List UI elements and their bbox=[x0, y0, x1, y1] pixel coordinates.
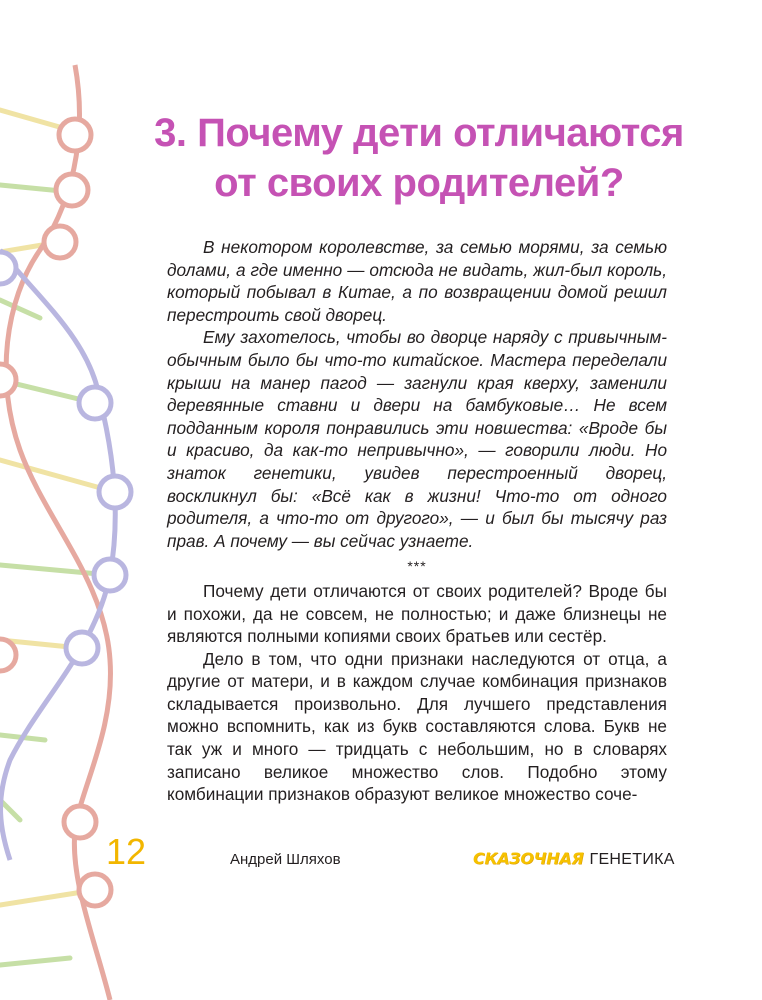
chapter-title-line-2: от своих родителей? bbox=[214, 161, 624, 205]
chapter-title bbox=[150, 108, 688, 208]
helix-node bbox=[56, 174, 88, 206]
helix-node bbox=[59, 119, 91, 151]
body-paragraph-1: Почему дети отличаются от своих родителей? Вроде бы и похожи, да не совсем, не полностью; и даже близнецы не являются полными копиями своих братьев или сестёр. bbox=[167, 580, 667, 647]
helix-node bbox=[66, 632, 98, 664]
series-brand: СКАЗОЧНАЯ bbox=[473, 849, 584, 868]
helix-node bbox=[64, 806, 96, 838]
helix-rung bbox=[0, 300, 40, 318]
helix-node bbox=[79, 874, 111, 906]
helix-node bbox=[0, 252, 16, 284]
helix-node bbox=[94, 559, 126, 591]
body-text bbox=[167, 236, 667, 806]
chapter-title-line-1: 3. Почему дети отличаются bbox=[154, 111, 684, 155]
helix-node bbox=[0, 639, 16, 671]
author-name: Андрей Шляхов bbox=[230, 851, 341, 868]
intro-paragraph-2: Ему захотелось, чтобы во дворце наряду с привычным-обычным было бы что-то китайское. Мастера переделали крыши на манер пагод — загнули края кверху, заменили деревянные ставни и двери на бамбуковые… Не всем подданным короля понравились эти новшества: «Вроде бы и красиво, да как-то непривычно», — говорили люди. Но знаток генетики, увидев перестроенный дворец, воскликнул бы: «Всё как в жизни! Что-то от одного родителя, а что-то от другого», — и был бы тысячу раз прав. А почему — вы сейчас узнаете. bbox=[167, 327, 667, 551]
body-paragraph-2: Дело в том, что одни признаки наследуются от отца, а другие от матери, и в каждом случае комбинация признаков складывается произвольно. Для лучшего представления можно вспомнить, как из букв составляются слова. Букв не так уж и много — тридцать с небольшим, но в словарях записано великое множество слов. Подобно этому комбинации признаков образуют великое множество соче- bbox=[167, 648, 667, 805]
helix-node bbox=[79, 387, 111, 419]
helix-node bbox=[44, 226, 76, 258]
intro-paragraph-1: В некотором королевстве, за семью морями, за семью долами, а где именно — отсюда не видать, жил-был король, который побывал в Китае, а по возвращении домой решил перестроить свой дворец. bbox=[167, 237, 667, 325]
helix-rung bbox=[0, 958, 70, 965]
helix-node bbox=[99, 476, 131, 508]
series-subject: ГЕНЕТИКА bbox=[589, 851, 675, 868]
helix-strand-lavender bbox=[0, 250, 115, 860]
helix-strand-pink bbox=[6, 65, 110, 1000]
section-separator: *** bbox=[407, 558, 427, 575]
series-logo bbox=[473, 848, 675, 871]
page-number: 12 bbox=[106, 831, 147, 872]
helix-node bbox=[0, 364, 16, 396]
